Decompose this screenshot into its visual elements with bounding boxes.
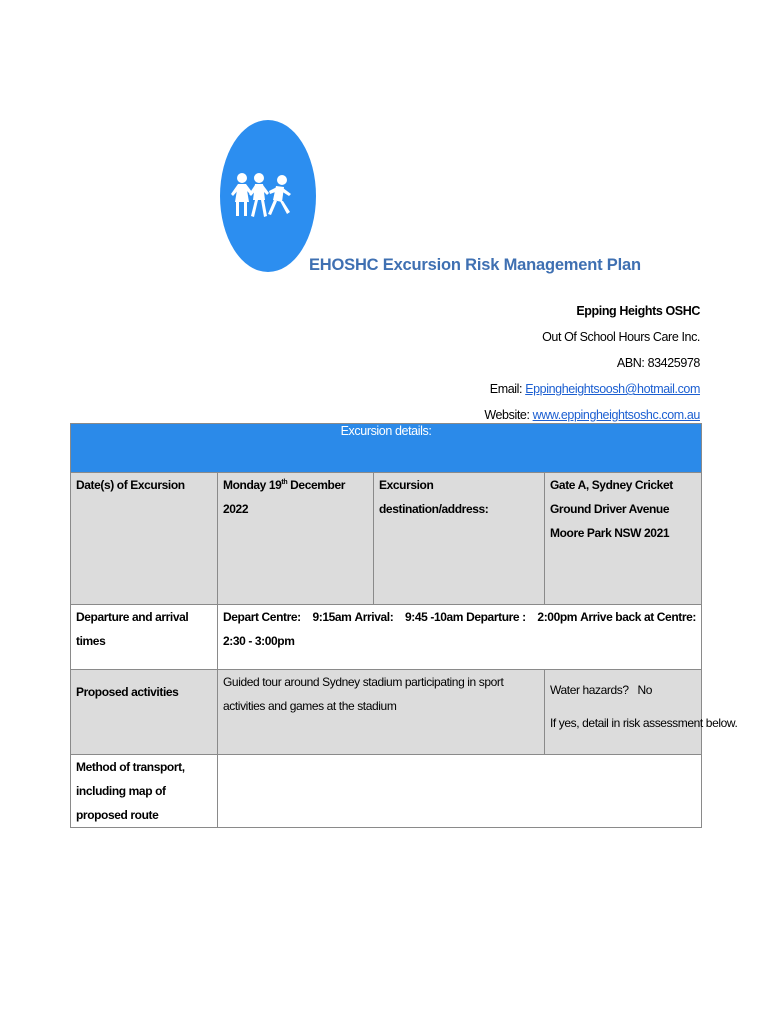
activities-label: Proposed activities — [71, 670, 218, 755]
website-label: Website: — [484, 408, 533, 422]
excursion-details-table — [70, 423, 738, 828]
depart-centre-time: Depart Centre: 9:15am — [223, 610, 352, 624]
table-row — [71, 755, 702, 828]
date-value[interactable] — [218, 473, 374, 605]
table-header-row — [71, 424, 702, 473]
transport-value[interactable] — [218, 755, 702, 828]
table-row — [71, 670, 702, 755]
document-title: EHOSHC Excursion Risk Management Plan — [309, 256, 641, 274]
organisation-legal-name: Out Of School Hours Care Inc. — [542, 330, 700, 344]
times-value[interactable] — [218, 605, 702, 670]
organisation-email-line — [484, 376, 700, 402]
water-hazards-note: If yes, detail in risk assessment below. — [550, 716, 738, 730]
excursion-details-header: Excursion details: — [71, 424, 702, 473]
organisation-name: Epping Heights OSHC — [576, 304, 700, 318]
arrive-back-label: Arrive back at Centre: — [580, 610, 696, 624]
date-label: Date(s) of Excursion — [71, 473, 218, 605]
water-hazards: Water hazards? No — [550, 683, 652, 697]
table-row — [71, 473, 702, 605]
transport-label: Method of transport, including map of proposed route — [71, 755, 218, 828]
destination-value[interactable]: Gate A, Sydney Cricket Ground Driver Avenue Moore Park NSW 2021 — [545, 473, 702, 605]
destination-label: Excursion destination/address: — [374, 473, 545, 605]
organisation-details — [484, 298, 700, 428]
times-label: Departure and arrival times — [71, 605, 218, 670]
date-suffix: th — [281, 479, 288, 486]
activities-value[interactable]: Guided tour around Sydney stadium participating in sport activities and games at the stadium — [218, 670, 545, 755]
date-rest: December 2022 — [223, 478, 345, 516]
organisation-abn: ABN: 83425978 — [616, 356, 700, 370]
oshc-logo — [220, 120, 316, 272]
website-link[interactable]: www.eppingheightsoshc.com.au — [532, 408, 700, 422]
water-hazards-cell[interactable] — [545, 670, 738, 755]
email-label: Email: — [489, 382, 526, 396]
email-link[interactable]: Eppingheightsoosh@hotmail.com — [525, 382, 700, 396]
arrival-time: Arrival: 9:45 -10am — [354, 610, 464, 624]
table-row — [71, 605, 702, 670]
running-children-icon — [220, 120, 316, 272]
departure-time: Departure : 2:00pm — [466, 610, 578, 624]
date-day: Monday 19 — [223, 478, 282, 492]
arrive-back-time: 2:30 - 3:00pm — [223, 634, 295, 648]
